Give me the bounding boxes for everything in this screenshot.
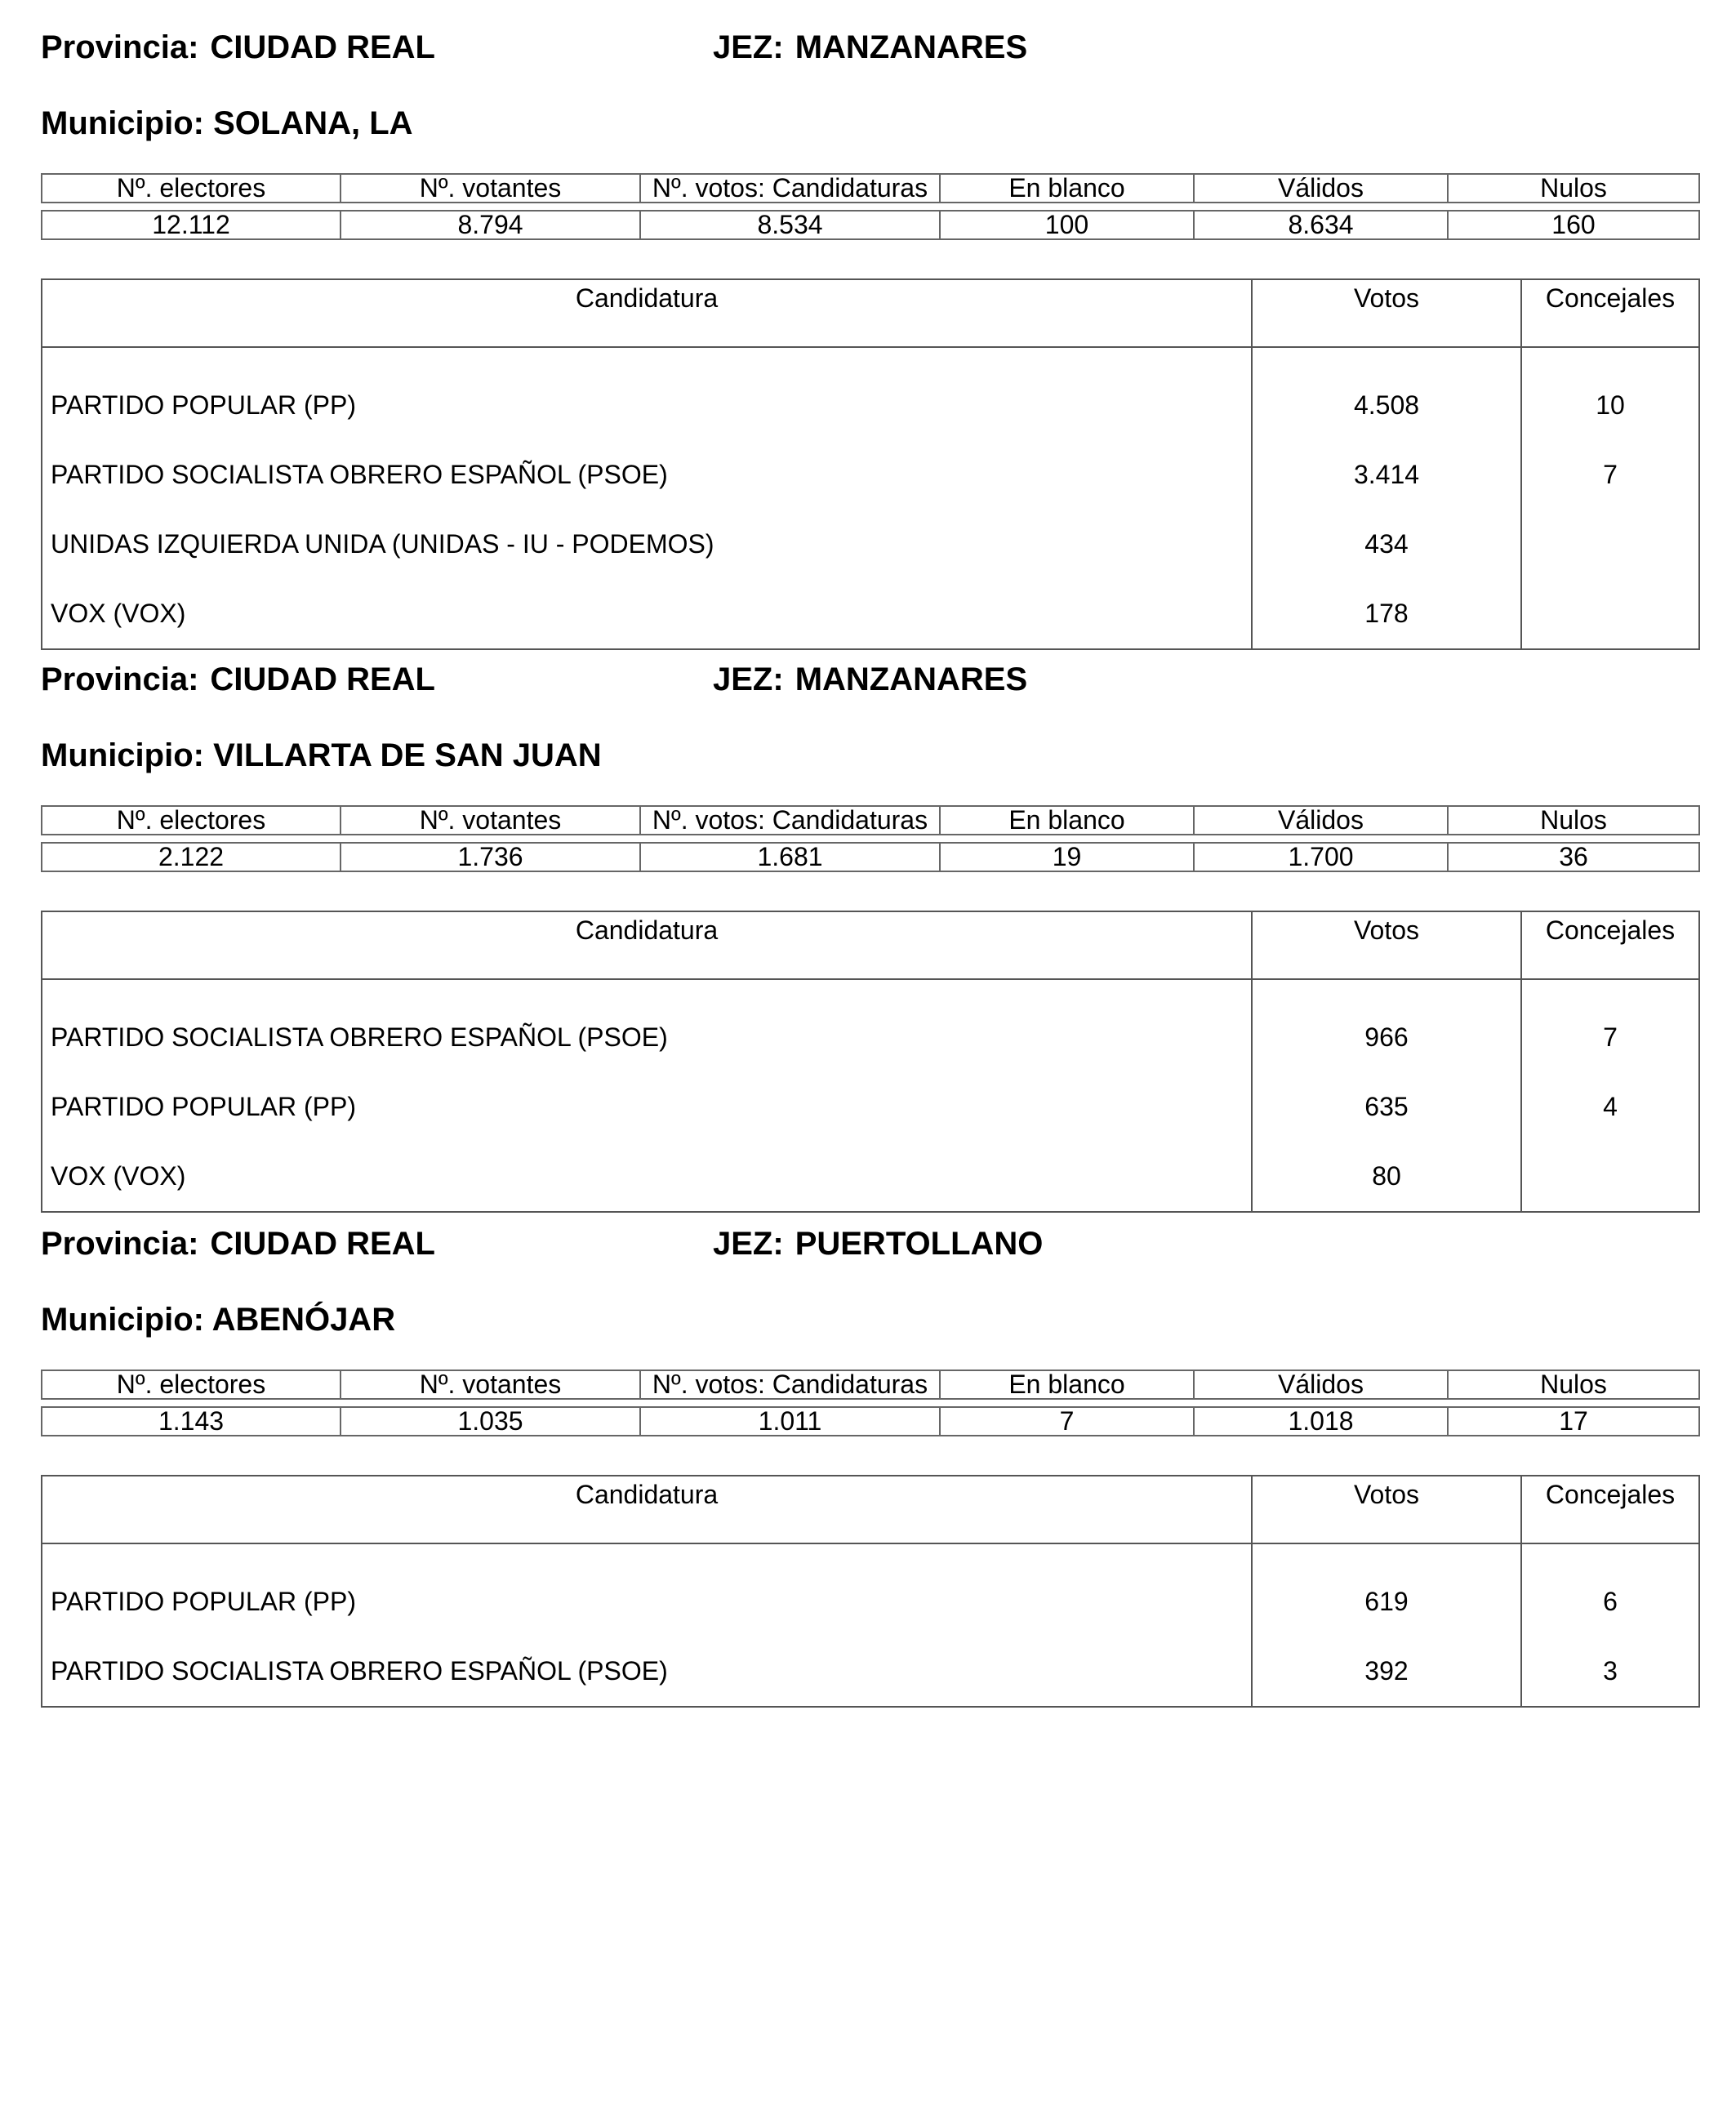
summary-header-cell: En blanco	[940, 174, 1194, 203]
candidate-name: PARTIDO SOCIALISTA OBRERO ESPAÑOL (PSOE)	[42, 1003, 1252, 1072]
candidatura-header: Candidatura	[42, 1476, 1252, 1543]
candidate-concejales: 3	[1521, 1637, 1699, 1707]
summary-value-row	[42, 843, 1699, 871]
provincia-heading	[41, 663, 435, 696]
provincia-label: Provincia:	[41, 661, 199, 697]
summary-value-cell: 12.112	[42, 211, 341, 239]
summary-table	[41, 805, 1700, 872]
summary-header-row	[42, 174, 1699, 203]
candidate-concejales: 10	[1521, 371, 1699, 440]
summary-value-cell: 8.534	[640, 211, 940, 239]
summary-value-cell: 1.736	[341, 843, 640, 871]
summary-header-cell: Nulos	[1448, 1370, 1699, 1399]
municipio-heading	[41, 107, 413, 140]
summary-header-cell: Válidos	[1194, 1370, 1448, 1399]
provincia-label: Provincia:	[41, 29, 199, 65]
candidate-votes: 80	[1252, 1142, 1521, 1212]
candidate-row	[42, 1003, 1699, 1072]
summary-header-cell: En blanco	[940, 1370, 1194, 1399]
summary-header-cell: Nulos	[1448, 806, 1699, 835]
provincia-heading	[41, 31, 435, 64]
candidate-row	[42, 440, 1699, 510]
provincia-label: Provincia:	[41, 1226, 199, 1262]
candidate-concejales: 4	[1521, 1072, 1699, 1142]
candidatura-header: Candidatura	[42, 279, 1252, 347]
summary-value-cell: 100	[940, 211, 1194, 239]
summary-header-cell: Nº. votos: Candidaturas	[640, 1370, 940, 1399]
summary-value-row	[42, 1407, 1699, 1436]
summary-value-cell: 1.700	[1194, 843, 1448, 871]
candidate-concejales: 7	[1521, 1003, 1699, 1072]
summary-value-cell: 160	[1448, 211, 1699, 239]
candidate-concejales: 6	[1521, 1567, 1699, 1637]
candidates-table	[41, 1475, 1700, 1708]
jez-heading	[713, 1227, 1043, 1260]
summary-header-cell: Nº. votantes	[341, 806, 640, 835]
candidate-row	[42, 1567, 1699, 1637]
summary-value-cell: 8.634	[1194, 211, 1448, 239]
summary-header-cell: Nulos	[1448, 174, 1699, 203]
candidate-row	[42, 371, 1699, 440]
jez-value: MANZANARES	[795, 661, 1028, 697]
candidate-votes: 619	[1252, 1567, 1521, 1637]
candidates-header-row	[42, 911, 1699, 979]
candidatura-header: Candidatura	[42, 911, 1252, 979]
candidates-header-row	[42, 279, 1699, 347]
municipio-label: Municipio:	[41, 105, 204, 141]
municipio-heading	[41, 1303, 395, 1336]
candidate-row	[42, 510, 1699, 579]
jez-value: PUERTOLLANO	[795, 1226, 1044, 1262]
candidate-votes: 4.508	[1252, 371, 1521, 440]
summary-header-cell: Nº. electores	[42, 174, 341, 203]
candidate-name: VOX (VOX)	[42, 1142, 1252, 1212]
candidate-concejales: 7	[1521, 440, 1699, 510]
candidate-row	[42, 1072, 1699, 1142]
candidate-name: PARTIDO POPULAR (PP)	[42, 1567, 1252, 1637]
jez-value: MANZANARES	[795, 29, 1028, 65]
jez-label: JEZ:	[713, 29, 784, 65]
votos-header: Votos	[1252, 911, 1521, 979]
summary-value-cell: 1.011	[640, 1407, 940, 1436]
candidate-name: VOX (VOX)	[42, 579, 1252, 649]
jez-label: JEZ:	[713, 661, 784, 697]
candidate-votes: 434	[1252, 510, 1521, 579]
summary-table	[41, 173, 1700, 240]
provincia-value: CIUDAD REAL	[210, 661, 435, 697]
candidate-votes: 966	[1252, 1003, 1521, 1072]
candidate-row	[42, 1142, 1699, 1212]
municipio-label: Municipio:	[41, 1302, 204, 1338]
summary-value-cell: 7	[940, 1407, 1194, 1436]
candidate-name: PARTIDO SOCIALISTA OBRERO ESPAÑOL (PSOE)	[42, 440, 1252, 510]
summary-value-cell: 36	[1448, 843, 1699, 871]
jez-label: JEZ:	[713, 1226, 784, 1262]
summary-header-cell: Nº. votos: Candidaturas	[640, 174, 940, 203]
candidate-name: UNIDAS IZQUIERDA UNIDA (UNIDAS - IU - PODEMOS)	[42, 510, 1252, 579]
concejales-header: Concejales	[1521, 911, 1699, 979]
provincia-heading	[41, 1227, 435, 1260]
summary-header-row	[42, 806, 1699, 835]
municipio-value: ABENÓJAR	[211, 1302, 396, 1338]
provincia-value: CIUDAD REAL	[210, 1226, 435, 1262]
summary-header-cell: Nº. votos: Candidaturas	[640, 806, 940, 835]
candidate-concejales	[1521, 1142, 1699, 1212]
summary-value-row	[42, 211, 1699, 239]
summary-header-cell: Nº. electores	[42, 806, 341, 835]
candidate-concejales	[1521, 579, 1699, 649]
summary-header-cell: Nº. electores	[42, 1370, 341, 1399]
summary-header-cell: Nº. votantes	[341, 1370, 640, 1399]
candidate-name: PARTIDO POPULAR (PP)	[42, 371, 1252, 440]
municipio-value: VILLARTA DE SAN JUAN	[213, 737, 602, 773]
candidate-votes: 392	[1252, 1637, 1521, 1707]
candidate-votes: 635	[1252, 1072, 1521, 1142]
candidate-name: PARTIDO POPULAR (PP)	[42, 1072, 1252, 1142]
municipio-heading	[41, 739, 602, 772]
votos-header: Votos	[1252, 279, 1521, 347]
summary-header-cell: Válidos	[1194, 174, 1448, 203]
candidate-votes: 3.414	[1252, 440, 1521, 510]
candidates-table	[41, 911, 1700, 1213]
summary-header-cell: Nº. votantes	[341, 174, 640, 203]
candidate-row	[42, 1637, 1699, 1707]
jez-heading	[713, 663, 1027, 696]
candidate-row	[42, 579, 1699, 649]
summary-value-cell: 1.681	[640, 843, 940, 871]
summary-value-cell: 8.794	[341, 211, 640, 239]
jez-heading	[713, 31, 1027, 64]
summary-value-cell: 1.018	[1194, 1407, 1448, 1436]
summary-value-cell: 1.035	[341, 1407, 640, 1436]
municipio-value: SOLANA, LA	[213, 105, 413, 141]
summary-value-cell: 17	[1448, 1407, 1699, 1436]
candidate-votes: 178	[1252, 579, 1521, 649]
summary-header-cell: En blanco	[940, 806, 1194, 835]
summary-header-row	[42, 1370, 1699, 1399]
summary-header-cell: Válidos	[1194, 806, 1448, 835]
candidates-header-row	[42, 1476, 1699, 1543]
candidates-table	[41, 278, 1700, 650]
summary-value-cell: 1.143	[42, 1407, 341, 1436]
provincia-value: CIUDAD REAL	[210, 29, 435, 65]
votos-header: Votos	[1252, 1476, 1521, 1543]
summary-value-cell: 2.122	[42, 843, 341, 871]
candidate-name: PARTIDO SOCIALISTA OBRERO ESPAÑOL (PSOE)	[42, 1637, 1252, 1707]
concejales-header: Concejales	[1521, 1476, 1699, 1543]
summary-table	[41, 1370, 1700, 1436]
candidate-concejales	[1521, 510, 1699, 579]
concejales-header: Concejales	[1521, 279, 1699, 347]
summary-value-cell: 19	[940, 843, 1194, 871]
municipio-label: Municipio:	[41, 737, 204, 773]
